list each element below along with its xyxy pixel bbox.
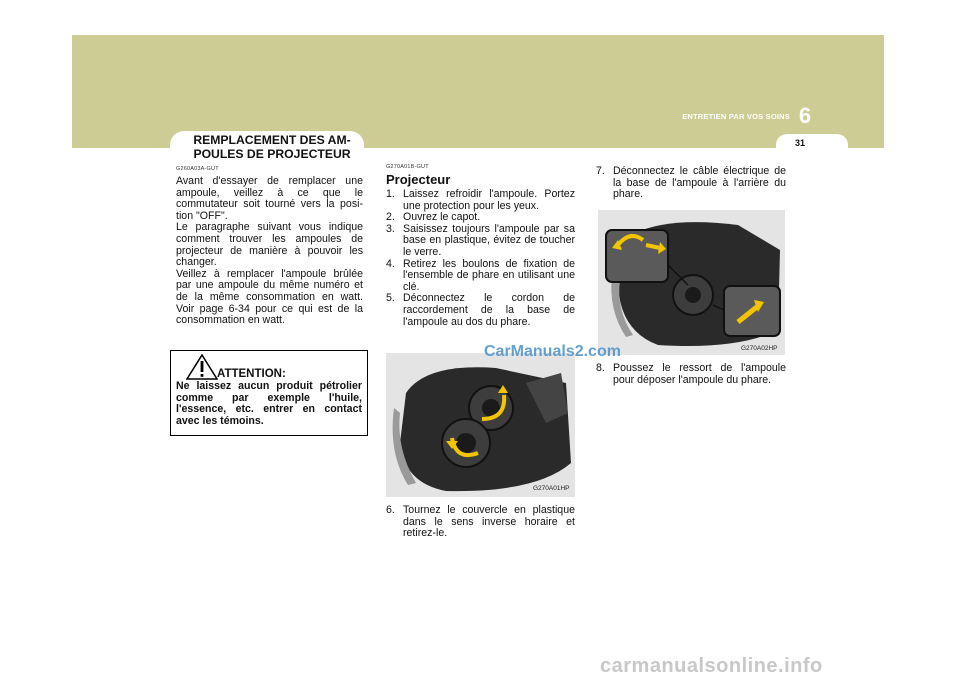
step-item: 6. Tournez le couvercle en plastique dans le sens inverse horaire et retirez-le. — [386, 504, 575, 540]
column-middle — [386, 164, 575, 328]
column-middle-bottom — [386, 503, 575, 540]
step-item: 3. Saisissez toujours l'ampoule par sa base en plastique, évitez de toucher le verre. — [386, 222, 575, 258]
step-item: 2. Ouvrez le capot. — [386, 211, 481, 224]
warning-box — [170, 350, 368, 436]
step-list — [386, 189, 575, 328]
paragraph: Avant d'essayer de remplacer une ampoule, veillez à ce que le commutateur soit tourné vers la posi-tion "OFF". — [176, 175, 363, 222]
site-watermark: CarManuals2.com — [484, 343, 621, 360]
step-item: 8. Poussez le ressort de l'ampoule pour déposer l'ampoule du phare. — [596, 362, 786, 386]
ref-code: G260A03A-GUT — [176, 166, 219, 172]
paragraph: Le paragraphe suivant vous indique comment trouver les ampoules de projecteur de manière à pouvoir les changer. — [176, 221, 363, 269]
headlamp-photo-2 — [598, 210, 785, 355]
photo-caption: G270A01HP — [533, 485, 570, 492]
chapter-number: 6 — [798, 103, 812, 128]
ref-code: G270A01B-GUT — [386, 164, 429, 170]
subheading: Projecteur — [386, 172, 451, 187]
section-title: REMPLACEMENT DES AM-POULES DE PROJECTEUR — [193, 133, 351, 161]
step-item: 5. Déconnectez le cordon de raccordement de la base de l'ampoule au dos du phare. — [386, 292, 575, 328]
warning-text: Ne laissez aucun produit pétrolier comme par exemple l'huile, l'essence, etc. entrer en contact avec les témoins. — [176, 380, 362, 427]
warning-triangle-icon — [186, 354, 218, 380]
headlamp-photo-1 — [386, 353, 575, 497]
column-right-bottom — [596, 361, 786, 386]
step-list — [596, 166, 786, 201]
step-item: 4. Retirez les boulons de fixation de l'ensemble de phare en utilisant une clé. — [386, 257, 575, 293]
headlamp-illustration — [386, 353, 575, 497]
footer-watermark: carmanualsonline.info — [600, 655, 823, 677]
section-label: ENTRETIEN PAR VOS SOINS — [682, 112, 790, 121]
step-list — [386, 505, 575, 540]
column-left — [176, 166, 363, 327]
photo-caption: G270A02HP — [741, 345, 778, 352]
headlamp-rear-illustration — [598, 210, 785, 355]
page-number: 31 — [794, 138, 805, 148]
step-list — [596, 363, 786, 386]
step-item: 7. Déconnectez le câble électrique de la base de l'ampoule à l'arrière du phare. — [596, 165, 786, 201]
step-item: 1. Laissez refroidir l'ampoule. Portez une protection pour les yeux. — [386, 188, 575, 212]
paragraph: Veillez à remplacer l'ampoule brûlée par une ampoule du même numéro et de la même consommation en watt. Voir page 6-34 pour ce qui est de la consommation en watt. — [176, 267, 363, 327]
warning-title: ATTENTION: — [217, 368, 286, 380]
column-right — [596, 164, 786, 201]
